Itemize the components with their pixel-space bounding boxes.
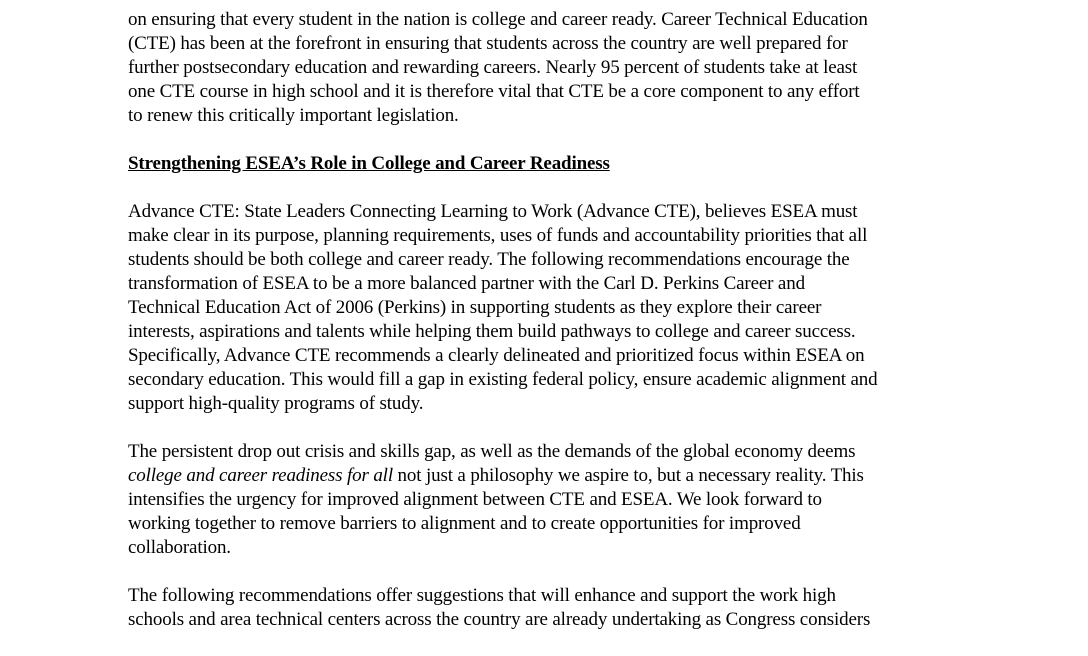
text-line: working together to remove barriers to alignment and to create opportunities for improved xyxy=(128,513,801,534)
section-heading-block xyxy=(128,152,958,176)
text-line: Specifically, Advance CTE recommends a clearly delineated and prioritized focus within ESEA on xyxy=(128,345,865,366)
text-line: Technical Education Act of 2006 (Perkins) in supporting students as they explore their career xyxy=(128,297,822,318)
text-line: further postsecondary education and rewarding careers. Nearly 95 percent of students take at least xyxy=(128,57,858,78)
text-line-with-emphasis xyxy=(128,464,958,488)
text-fragment: not just a philosophy we aspire to, but a necessary reality. This xyxy=(392,465,864,486)
body-paragraph-1 xyxy=(128,200,958,416)
text-line: support high-quality programs of study. xyxy=(128,393,424,414)
text-line: collaboration. xyxy=(128,537,231,558)
text-line: secondary education. This would fill a gap in existing federal policy, ensure academic alignment and xyxy=(128,369,878,390)
text-line: students should be both college and career ready. The following recommendations encourage the xyxy=(128,249,850,270)
section-heading: Strengthening ESEA’s Role in College and Career Readiness xyxy=(128,153,610,174)
intro-paragraph xyxy=(128,0,958,128)
text-line: make clear in its purpose, planning requirements, uses of funds and accountability priorities that all xyxy=(128,225,868,246)
text-line: on ensuring that every student in the nation is college and career ready. Career Technical Education xyxy=(128,9,868,30)
text-line: interests, aspirations and talents while helping them build pathways to college and career success. xyxy=(128,321,856,342)
emphasis-phrase: college and career readiness for all xyxy=(128,465,393,486)
text-line: Advance CTE: State Leaders Connecting Learning to Work (Advance CTE), believes ESEA must xyxy=(128,201,858,222)
text-line: The following recommendations offer suggestions that will enhance and support the work high xyxy=(128,585,836,606)
body-paragraph-3 xyxy=(128,584,958,632)
text-line: The persistent drop out crisis and skills gap, as well as the demands of the global economy deems xyxy=(128,441,856,462)
text-line: one CTE course in high school and it is therefore vital that CTE be a core component to any effort xyxy=(128,81,860,102)
text-line: transformation of ESEA to be a more balanced partner with the Carl D. Perkins Career and xyxy=(128,273,805,294)
body-paragraph-2 xyxy=(128,440,958,560)
text-line: intensifies the urgency for improved alignment between CTE and ESEA. We look forward to xyxy=(128,489,822,510)
text-line: to renew this critically important legislation. xyxy=(128,105,459,126)
text-line: schools and area technical centers across the country are already undertaking as Congress considers xyxy=(128,609,871,630)
text-line xyxy=(128,0,958,8)
document-page xyxy=(128,0,958,656)
text-line: (CTE) has been at the forefront in ensuring that students across the country are well prepared for xyxy=(128,33,848,54)
